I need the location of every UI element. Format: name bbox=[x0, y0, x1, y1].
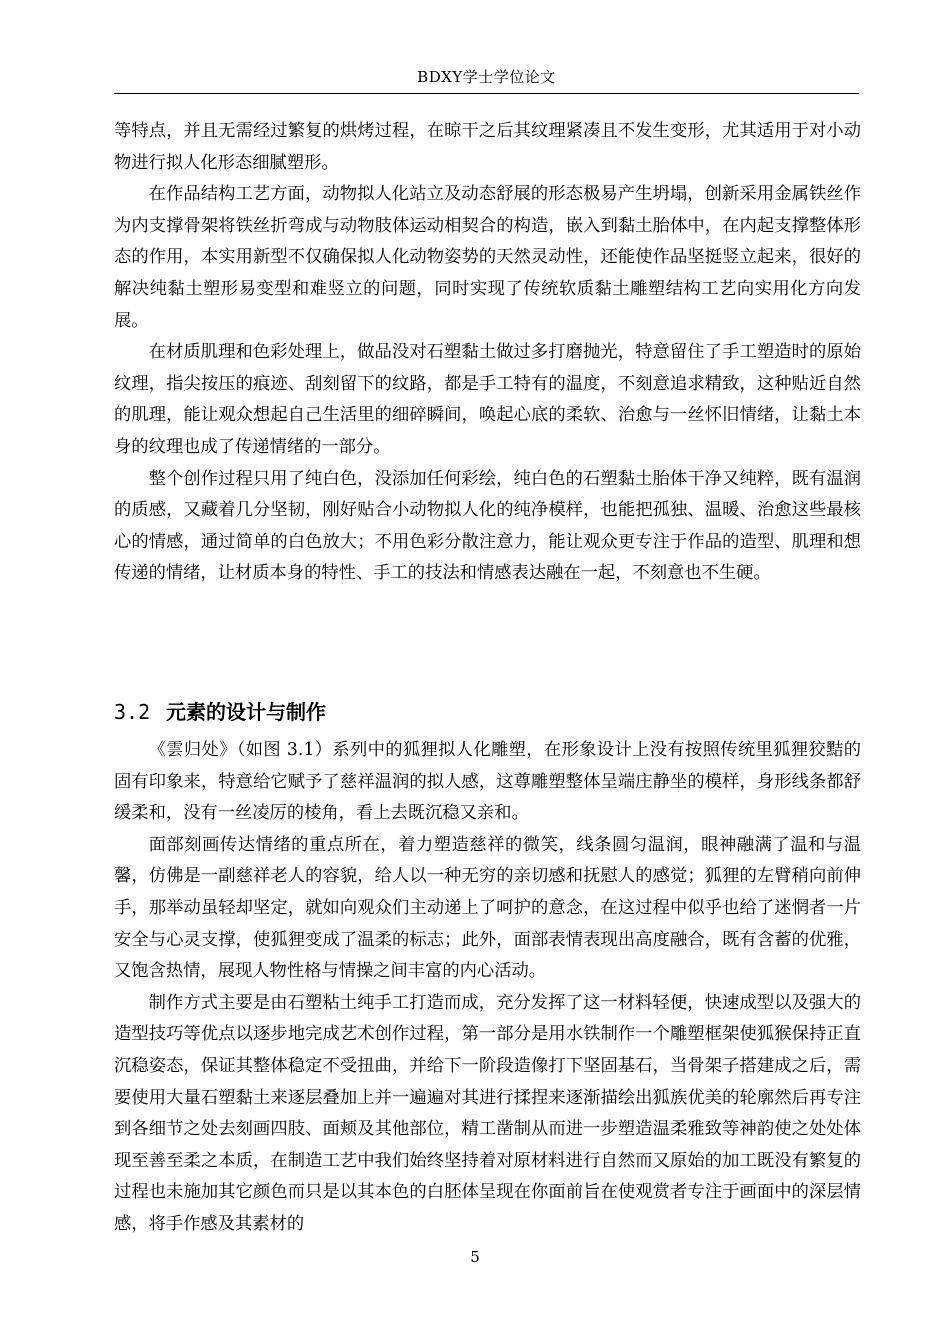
body-block-1 bbox=[114, 116, 861, 590]
running-header: BDXY学士学位论文 bbox=[417, 68, 556, 86]
body-block-2 bbox=[114, 735, 861, 1241]
page-number: 5 bbox=[470, 1248, 480, 1266]
paragraph-facial-expression: 面部刻画传达情绪的重点所在，着力塑造慈祥的微笑，线条圆匀温润，眼神融满了温和与温馨，仿佛是一副慈祥老人的容貌，给人以一种无穷的亲切感和抚慰人的感觉；狐狸的左臂稍向前伸手，那举动虽轻却坚定，就如向观众们主动递上了呵护的意念，在这过程中似乎也给了迷惘者一片安全与心灵支撑，使狐狸变成了温柔的标志；此外，面部表情表现出高度融合，既有含蓄的优雅，又饱含热情，展现人物性格与情操之间丰富的内心活动。 bbox=[114, 834, 861, 982]
section-number: 3.2 bbox=[114, 700, 151, 724]
paragraph-continuation: 等特点，并且无需经过繁复的烘烤过程，在晾干之后其纹理紧凑且不发生变形，尤其适用于对小动物进行拟人化形态细腻塑形。 bbox=[114, 121, 861, 173]
paragraph-white-color: 整个创作过程只用了纯白色，没添加任何彩绘，纯白色的石塑黏土胎体干净又纯粹，既有温润的质感，又藏着几分坚韧，刚好贴合小动物拟人化的纯净模样，也能把孤独、温暖、治愈这些最核心的情感，通过简单的白色放大；不用色彩分散注意力，能让观众更专注于作品的造型、肌理和想传递的情绪，让材质本身的特性、手工的技法和情感表达融在一起，不刻意也不生硬。 bbox=[114, 468, 861, 584]
paragraph-production-method: 制作方式主要是由石塑粘土纯手工打造而成，充分发挥了这一材料轻便，快速成型以及强大的造型技巧等优点以逐步地完成艺术创作过程，第一部分是用水铁制作一个雕塑框架使狐猴保持正直沉稳姿态，保证其整体稳定不受扭曲，并给下一阶段造像打下坚固基石，当骨架子搭建成之后，需要使用大量石塑黏土来逐层叠加上并一遍遍对其进行揉捏来逐渐描绘出狐族优美的轮廓然后再专注到各细节之处去刻画四肢、面颊及其他部位，精工凿制从而进一步塑造温柔雅致等神韵使之处处体现至善至柔之本质，在制造工艺中我们始终坚持着对原材料进行自然而又原始的加工既没有繁复的过程也未施加其它颜色而只是以其本色的白胚体呈现在你面前旨在使观赏者专注于画面中的深层情感，将手作感及其素材的 bbox=[114, 992, 861, 1234]
paragraph-fox-design: 《雲归处》（如图 3.1）系列中的狐狸拟人化雕塑，在形象设计上没有按照传统里狐狸狡黠的固有印象来，特意给它赋予了慈祥温润的拟人感，这尊雕塑整体呈端庄静坐的模样，身形线条都舒缓柔和，没有一丝凌厉的棱角，看上去既沉稳又亲和。 bbox=[114, 740, 861, 824]
section-title: 元素的设计与制作 bbox=[166, 700, 326, 724]
section-heading bbox=[114, 696, 326, 728]
paragraph-structure-craft: 在作品结构工艺方面，动物拟人化站立及动态舒展的形态极易产生坍塌，创新采用金属铁丝作为内支撑骨架将铁丝折弯成与动物肢体运动相契合的构造，嵌入到黏土胎体中，在内起支撑整体形态的作用，本实用新型不仅确保拟人化动物姿势的天然灵动性，还能使作品坚挺竖立起来，很好的解决纯黏土塑形易变型和难竖立的问题，同时实现了传统软质黏土雕塑结构工艺向实用化方向发展。 bbox=[114, 184, 861, 331]
header-rule bbox=[114, 93, 859, 94]
paragraph-material-texture: 在材质肌理和色彩处理上，做品没对石塑黏土做过多打磨抛光，特意留住了手工塑造时的原始纹理，指尖按压的痕迹、刮刻留下的纹路，都是手工特有的温度，不刻意追求精致，这种贴近自然的肌理，能让观众想起自己生活里的细碎瞬间，唤起心底的柔软、治愈与一丝怀旧情绪，让黏土本身的纹理也成了传递情绪的一部分。 bbox=[114, 342, 861, 457]
